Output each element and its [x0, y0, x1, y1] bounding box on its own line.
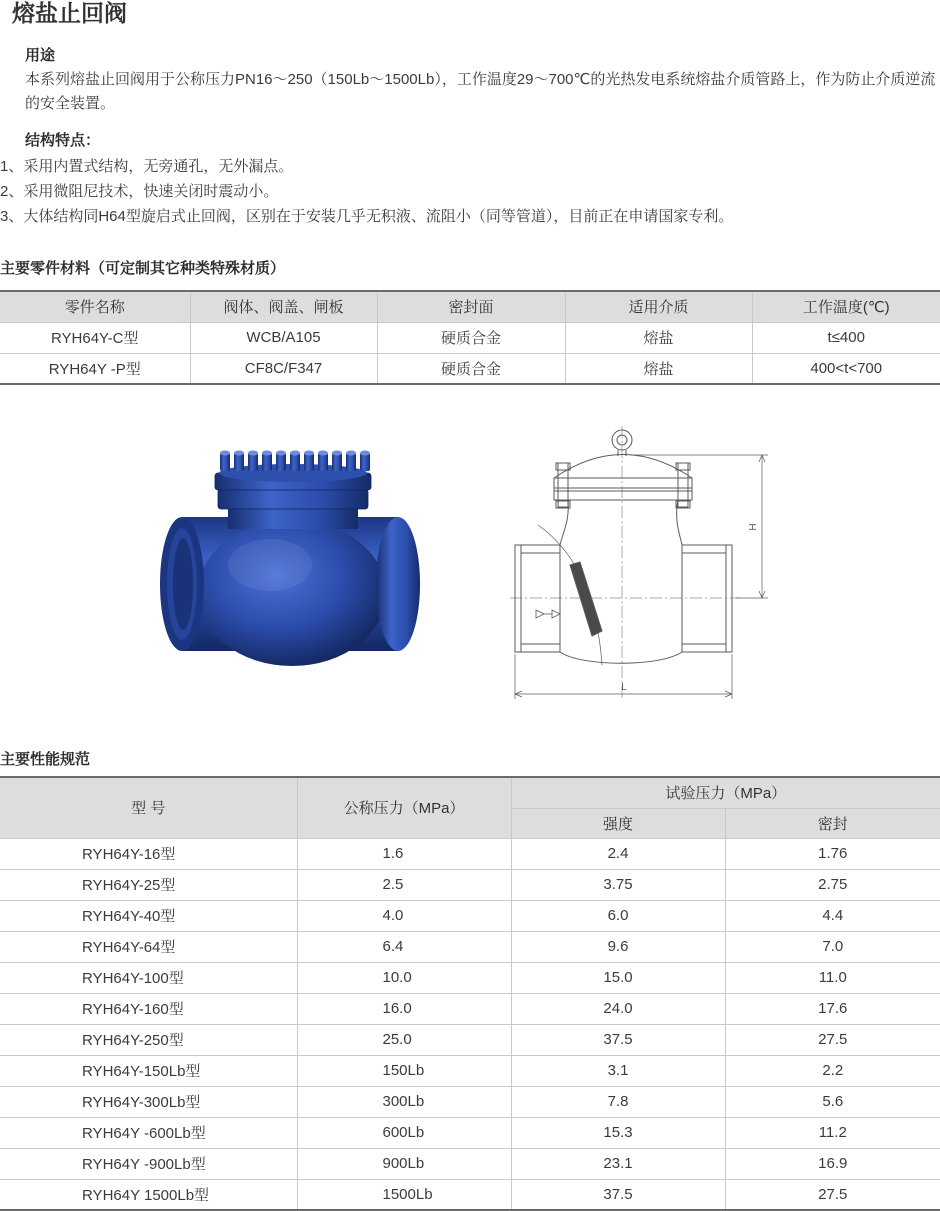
specs-header-row	[0, 777, 940, 808]
specs-row	[0, 869, 940, 900]
dimension-l-label: L	[621, 682, 627, 693]
specs-row	[0, 1086, 940, 1117]
spec-strength-pressure: 2.4	[511, 838, 725, 869]
spec-nominal-pressure: 150Lb	[297, 1055, 511, 1086]
materials-cell-medium: 熔盐	[565, 353, 752, 384]
spec-nominal-pressure: 300Lb	[297, 1086, 511, 1117]
specs-header-strength: 强度	[511, 808, 725, 838]
spec-strength-pressure: 37.5	[511, 1024, 725, 1055]
materials-header-sealing-face: 密封面	[377, 291, 565, 322]
spec-seal-pressure: 27.5	[725, 1024, 940, 1055]
body-flange	[554, 478, 692, 500]
feature-item: 3、大体结构同H64型旋启式止回阀，区别在于安装几乎无积液、流阻小（同等管道），目前正在申请国家专利。	[0, 208, 734, 225]
features-list	[0, 154, 940, 229]
specs-header-seal: 密封	[725, 808, 940, 838]
spec-model: RYH64Y-300Lb型	[0, 1086, 297, 1117]
materials-body	[0, 322, 940, 384]
spec-seal-pressure: 27.5	[725, 1179, 940, 1210]
spec-nominal-pressure: 1500Lb	[297, 1179, 511, 1210]
spec-model: RYH64Y-150Lb型	[0, 1055, 297, 1086]
materials-table	[0, 290, 940, 385]
spec-seal-pressure: 5.6	[725, 1086, 940, 1117]
spec-model: RYH64Y-16型	[0, 838, 297, 869]
spec-seal-pressure: 1.76	[725, 838, 940, 869]
spec-seal-pressure: 16.9	[725, 1148, 940, 1179]
dimension-h-label: H	[748, 523, 759, 531]
spec-seal-pressure: 4.4	[725, 900, 940, 931]
spec-strength-pressure: 24.0	[511, 993, 725, 1024]
spec-nominal-pressure: 900Lb	[297, 1148, 511, 1179]
materials-cell-working-temperature: 400<t<700	[752, 353, 940, 384]
spec-model: RYH64Y-250型	[0, 1024, 297, 1055]
valve-photo	[158, 443, 422, 669]
valve-disc	[570, 562, 602, 636]
inlet-port	[515, 545, 560, 652]
materials-header-row	[0, 291, 940, 322]
materials-cell-part-name: RYH64Y-C型	[0, 322, 190, 353]
spec-strength-pressure: 7.8	[511, 1086, 725, 1117]
specs-row	[0, 1055, 940, 1086]
specs-row	[0, 838, 940, 869]
spec-model: RYH64Y 1500Lb型	[0, 1179, 297, 1210]
specs-row	[0, 1148, 940, 1179]
spec-nominal-pressure: 10.0	[297, 962, 511, 993]
feature-item: 1、采用内置式结构，无旁通孔，无外漏点。	[0, 158, 294, 175]
feature-item: 2、采用微阻尼技术，快速关闭时震动小。	[0, 183, 279, 200]
bonnet-cover	[554, 455, 692, 479]
materials-header-body-bonnet-disc: 阀体、阀盖、闸板	[190, 291, 377, 322]
spec-seal-pressure: 2.75	[725, 869, 940, 900]
centerlines	[510, 426, 740, 701]
materials-cell-medium: 熔盐	[565, 322, 752, 353]
spec-nominal-pressure: 1.6	[297, 838, 511, 869]
valve-inlet-end	[160, 517, 204, 651]
spec-model: RYH64Y -600Lb型	[0, 1117, 297, 1148]
valve-drawing	[510, 425, 772, 705]
spec-nominal-pressure: 6.4	[297, 931, 511, 962]
specs-row	[0, 1179, 940, 1210]
features-heading: 结构特点：	[25, 132, 101, 149]
spec-nominal-pressure: 600Lb	[297, 1117, 511, 1148]
spec-strength-pressure: 15.3	[511, 1117, 725, 1148]
page-title: 熔盐止回阀	[12, 0, 127, 26]
spec-strength-pressure: 6.0	[511, 900, 725, 931]
specs-table	[0, 776, 940, 1211]
spec-strength-pressure: 15.0	[511, 962, 725, 993]
spec-model: RYH64Y-160型	[0, 993, 297, 1024]
flange-bolts	[556, 463, 690, 508]
spec-seal-pressure: 17.6	[725, 993, 940, 1024]
materials-heading: 主要零件材料（可定制其它种类特殊材质）	[0, 260, 286, 277]
materials-header-part-name: 零件名称	[0, 291, 190, 322]
spec-strength-pressure: 3.75	[511, 869, 725, 900]
materials-cell-working-temperature: t≤400	[752, 322, 940, 353]
spec-nominal-pressure: 2.5	[297, 869, 511, 900]
usage-paragraph: 本系列熔盐止回阀用于公称压力PN16～250（150Lb～1500Lb），工作温度29～700℃的光热发电系统熔盐介质管路上，作为防止介质逆流的安全装置。	[25, 71, 936, 112]
spec-nominal-pressure: 16.0	[297, 993, 511, 1024]
specs-row	[0, 931, 940, 962]
spec-nominal-pressure: 4.0	[297, 900, 511, 931]
spec-seal-pressure: 7.0	[725, 931, 940, 962]
spec-model: RYH64Y -900Lb型	[0, 1148, 297, 1179]
materials-cell-sealing-face: 硬质合金	[377, 322, 565, 353]
specs-row	[0, 1024, 940, 1055]
spec-strength-pressure: 23.1	[511, 1148, 725, 1179]
spec-seal-pressure: 2.2	[725, 1055, 940, 1086]
usage-heading: 用途	[25, 47, 56, 64]
spec-seal-pressure: 11.2	[725, 1117, 940, 1148]
specs-row	[0, 1117, 940, 1148]
spec-model: RYH64Y-25型	[0, 869, 297, 900]
materials-cell-sealing-face: 硬质合金	[377, 353, 565, 384]
spec-model: RYH64Y-100型	[0, 962, 297, 993]
flow-arrow-icon	[536, 610, 560, 618]
specs-row	[0, 962, 940, 993]
specs-row	[0, 900, 940, 931]
spec-strength-pressure: 9.6	[511, 931, 725, 962]
specs-header-nominal-pressure: 公称压力（MPa）	[297, 777, 511, 838]
bonnet-bolts	[220, 451, 370, 472]
materials-cell-body-bonnet-disc: WCB/A105	[190, 322, 377, 353]
materials-cell-part-name: RYH64Y -P型	[0, 353, 190, 384]
specs-header-model: 型 号	[0, 777, 297, 838]
spec-model: RYH64Y-64型	[0, 931, 297, 962]
materials-row	[0, 353, 940, 384]
spec-seal-pressure: 11.0	[725, 962, 940, 993]
materials-row	[0, 322, 940, 353]
specs-body	[0, 838, 940, 1210]
outlet-port	[682, 545, 732, 652]
valve-bonnet	[215, 464, 371, 529]
spec-strength-pressure: 37.5	[511, 1179, 725, 1210]
specs-header-test-pressure: 试验压力（MPa）	[511, 777, 940, 808]
specs-heading: 主要性能规范	[0, 751, 91, 768]
specs-row	[0, 993, 940, 1024]
spec-model: RYH64Y-40型	[0, 900, 297, 931]
materials-header-medium: 适用介质	[565, 291, 752, 322]
valve-body	[182, 517, 420, 666]
materials-header-working-temperature: 工作温度(℃)	[752, 291, 940, 322]
spec-nominal-pressure: 25.0	[297, 1024, 511, 1055]
materials-cell-body-bonnet-disc: CF8C/F347	[190, 353, 377, 384]
spec-strength-pressure: 3.1	[511, 1055, 725, 1086]
